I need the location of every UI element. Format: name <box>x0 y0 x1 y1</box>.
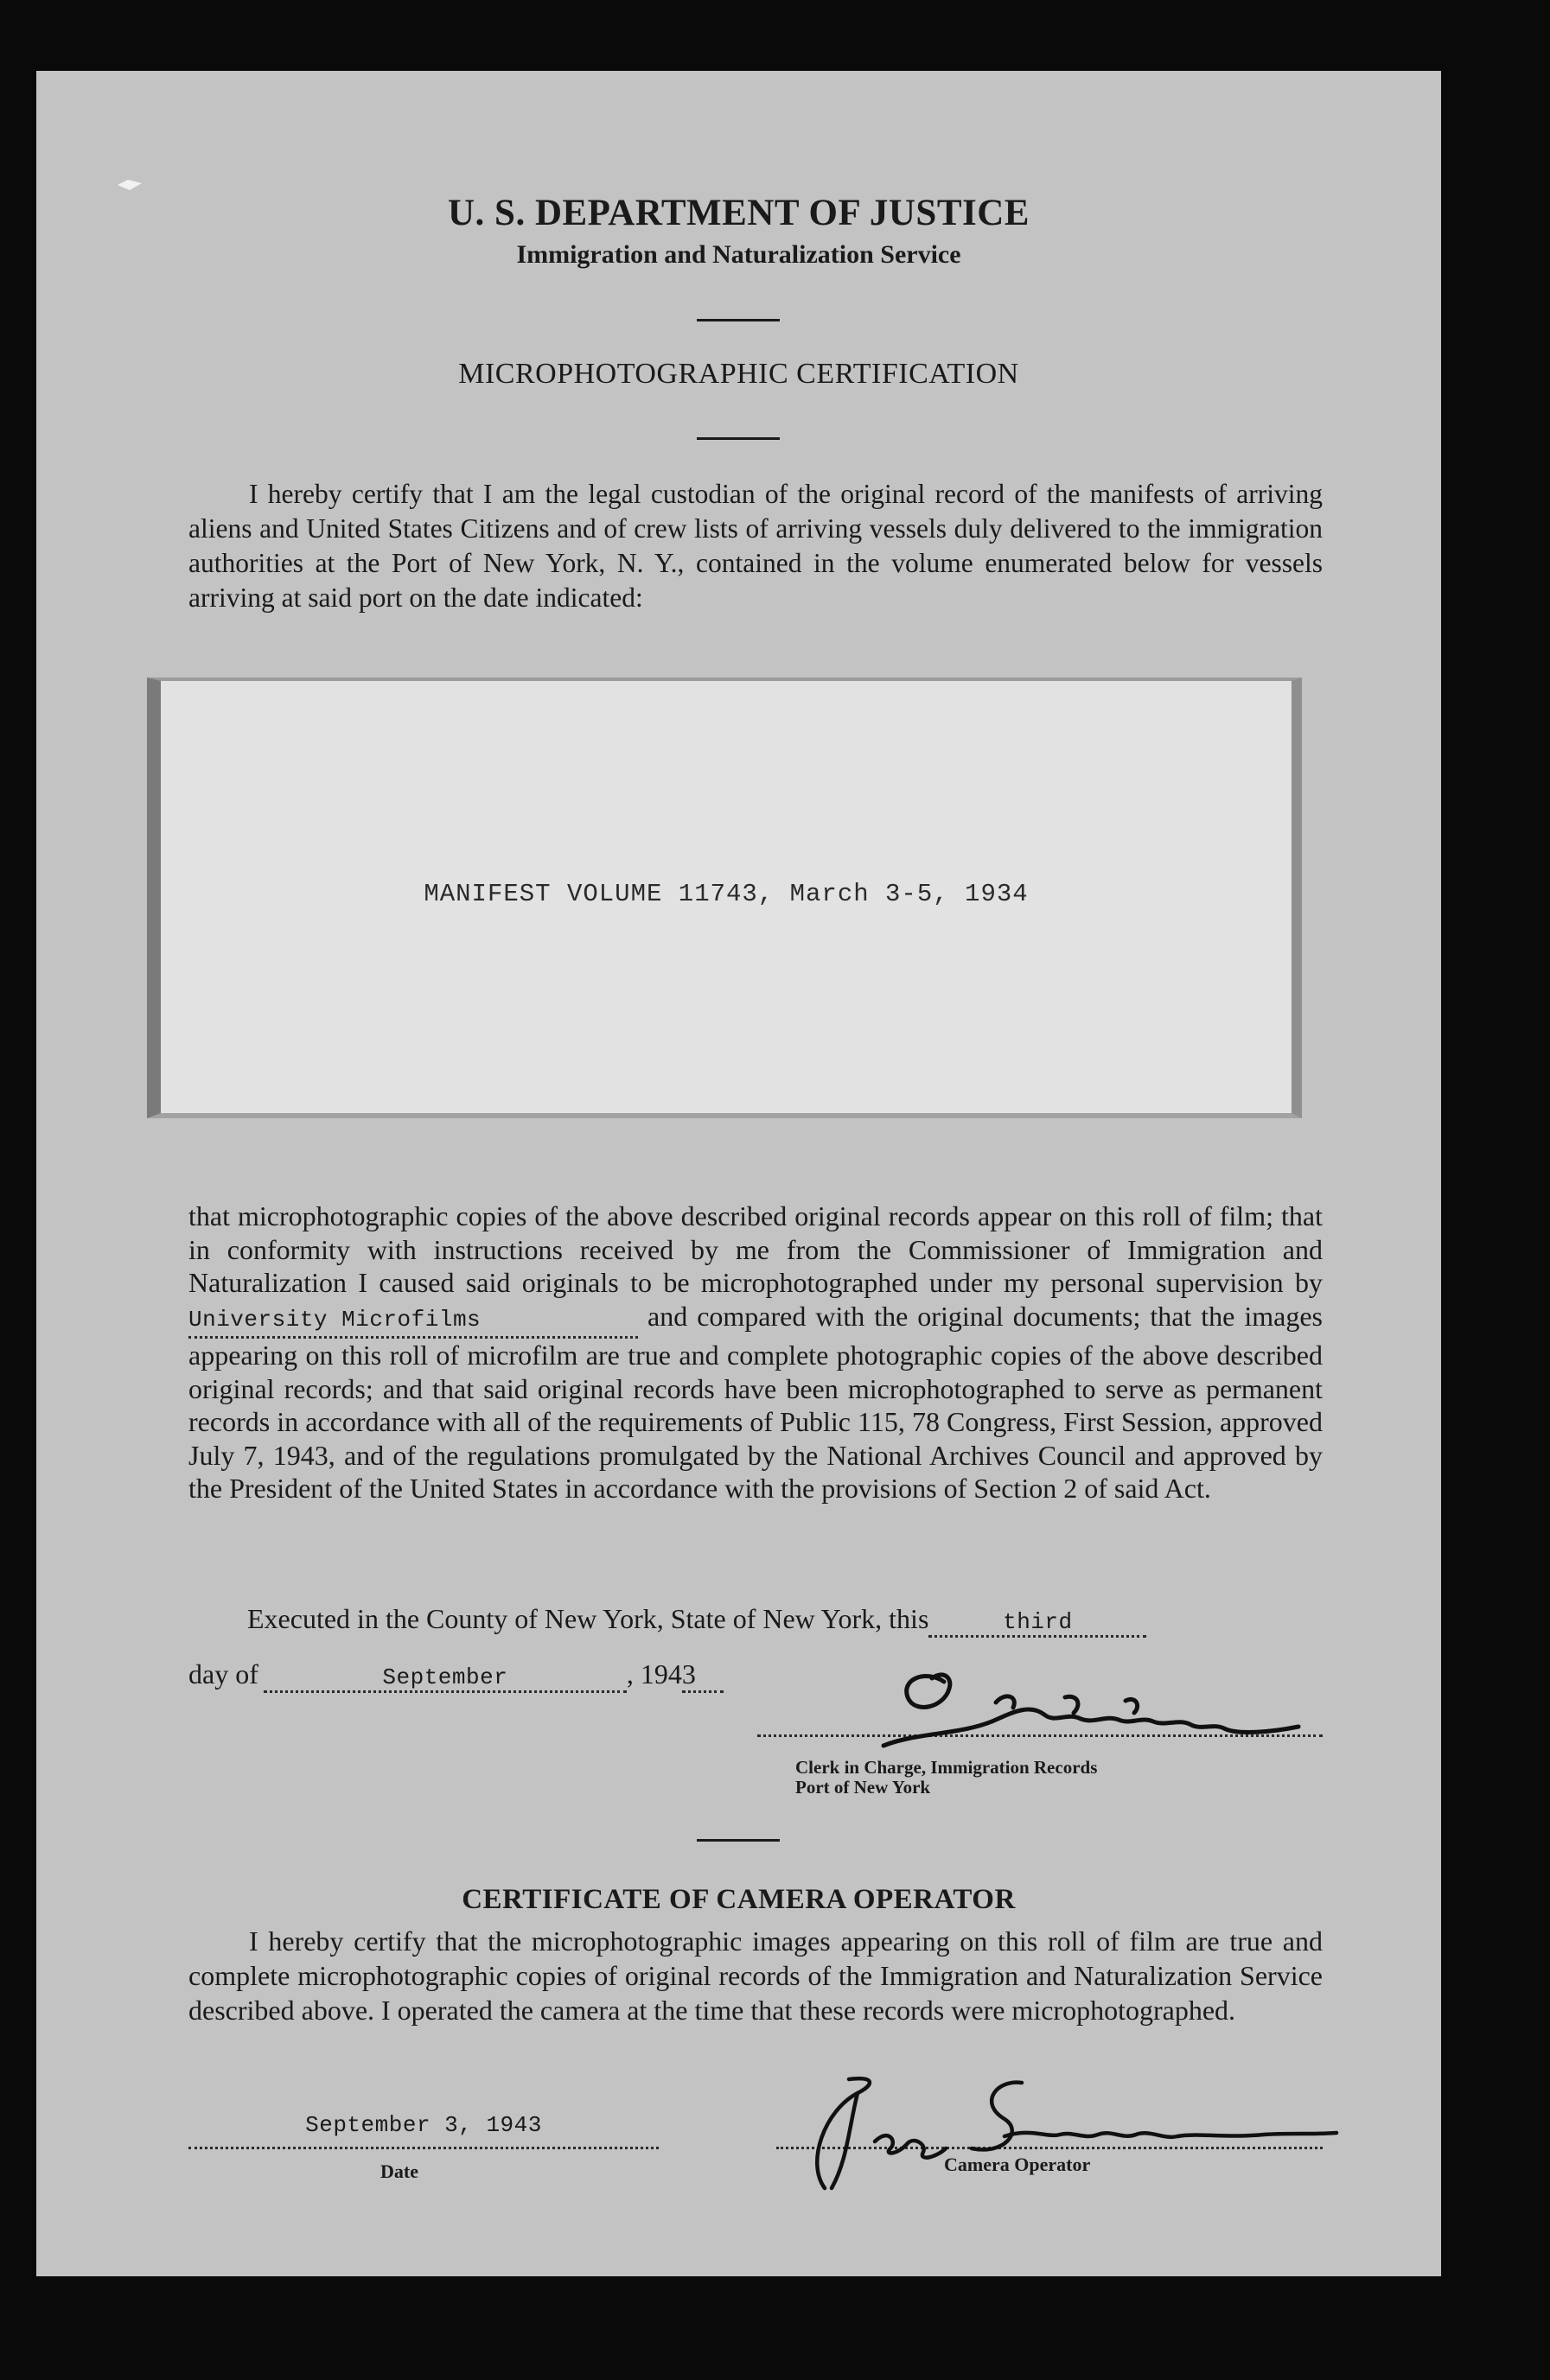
divider <box>697 437 780 440</box>
department-title: U. S. DEPARTMENT OF JUSTICE <box>447 193 1030 233</box>
operator-text-body: I hereby certify that the microphotographic images appearing on this roll of film are true and complete microphotographic copies of original records of the Immigration and Naturalization Service described above. I operated the camera at the time that these records were microphotographed. <box>188 1925 1323 2026</box>
supervisor-field <box>188 1303 638 1340</box>
day-of-label: day of <box>188 1658 258 1690</box>
executed-day-value: third <box>1003 1609 1073 1635</box>
certification-intro <box>188 477 1323 615</box>
certificate-page <box>36 71 1441 2276</box>
clerk-signature <box>866 1652 1316 1756</box>
service-subtitle: Immigration and Naturalization Service <box>516 240 961 269</box>
certification-body <box>188 1200 1323 1505</box>
month-field <box>264 1664 627 1693</box>
body-text-2: and compared with the original documents; that the images appearing on this roll of microfilm are true and complete photographic copies of the above described original records; and that said original records have been microphotographed to serve as permanent records in accordance with all of the requirements of Public 115, 78 Congress, First Session, approved July 7, 1943, and of the regulations promulgated by the National Archives Council and approved by the President of the United States in accordance with the provisions of Section 2 of said Act. <box>188 1300 1324 1504</box>
operator-text <box>188 1924 1323 2027</box>
body-text-1: that microphotographic copies of the above described original records appear on this roll of film; that in conformity with instructions received by me from the Commissioner of Immigration and Naturalization I caused said originals to be microphotographed under my personal supervision by <box>188 1200 1323 1298</box>
year-prefix: , 194 <box>626 1658 682 1690</box>
year-field <box>682 1658 724 1693</box>
date-label: Date <box>380 2160 418 2182</box>
divider <box>697 319 780 321</box>
executed-day-field <box>928 1609 1146 1638</box>
year-digit: 3 <box>681 1658 696 1690</box>
camera-operator-label: Camera Operator <box>944 2154 1091 2175</box>
certification-heading: MICROPHOTOGRAPHIC CERTIFICATION <box>458 358 1019 390</box>
clerk-title-line1: Clerk in Charge, Immigration Records <box>795 1757 1098 1778</box>
date-line <box>188 2147 659 2149</box>
date-value: September 3, 1943 <box>305 2112 542 2138</box>
manifest-volume: MANIFEST VOLUME 11743, March 3-5, 1934 <box>424 880 1029 908</box>
clerk-title-line2: Port of New York <box>795 1777 931 1798</box>
supervisor-value: University Microfilms <box>188 1306 482 1333</box>
executed-text: Executed in the County of New York, State of New York, this <box>247 1603 929 1634</box>
day-of-line <box>188 1658 880 1693</box>
page-mark <box>116 176 150 194</box>
month-value: September <box>382 1664 508 1690</box>
clerk-title <box>795 1758 1158 1798</box>
operator-signature <box>745 2059 1350 2205</box>
executed-line <box>247 1603 1323 1638</box>
intro-text: I hereby certify that I am the legal custodian of the original record of the manifests of arriving aliens and United States Citizens and of crew lists of arriving vessels duly delivered to the immigration authorities at the Port of New York, N. Y., contained in the volume enumerated below for vessels arriving at said port on the date indicated: <box>188 479 1323 613</box>
operator-heading: CERTIFICATE OF CAMERA OPERATOR <box>462 1884 1016 1915</box>
divider <box>697 1839 780 1842</box>
volume-card <box>147 678 1302 1118</box>
